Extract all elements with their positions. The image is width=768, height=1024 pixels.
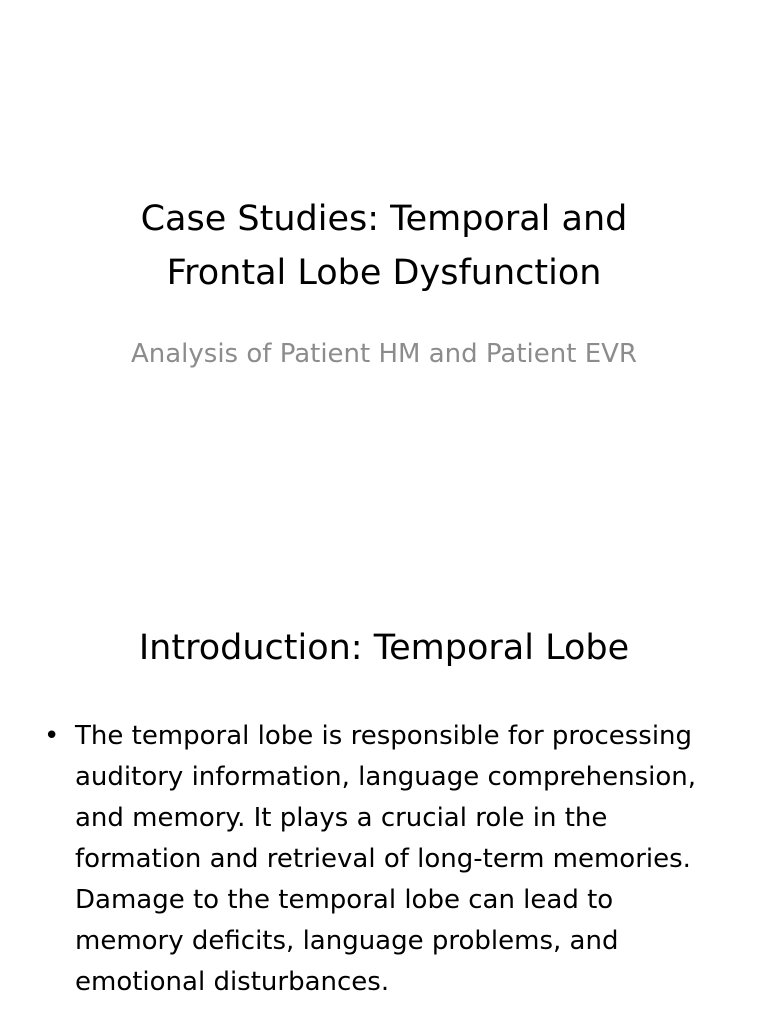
slide-title: Case Studies: Temporal and Frontal Lobe Dysfunction (140, 199, 628, 293)
bullet-icon: • (44, 721, 60, 751)
slide-heading: Introduction: Temporal Lobe (138, 628, 630, 668)
bullet-list (40, 716, 728, 1003)
slide-subtitle: Analysis of Patient HM and Patient EVR (130, 339, 637, 369)
content-slide (0, 576, 768, 1024)
bullet-text: The temporal lobe is responsible for processing auditory information, language comprehension, and memory. It plays a crucial role in the formation and retrieval of long-term memories. Damage to the temporal lobe can lead to memory deficits, language problems, and emotional disturbances. (75, 721, 697, 997)
bullet-item (40, 716, 728, 1003)
